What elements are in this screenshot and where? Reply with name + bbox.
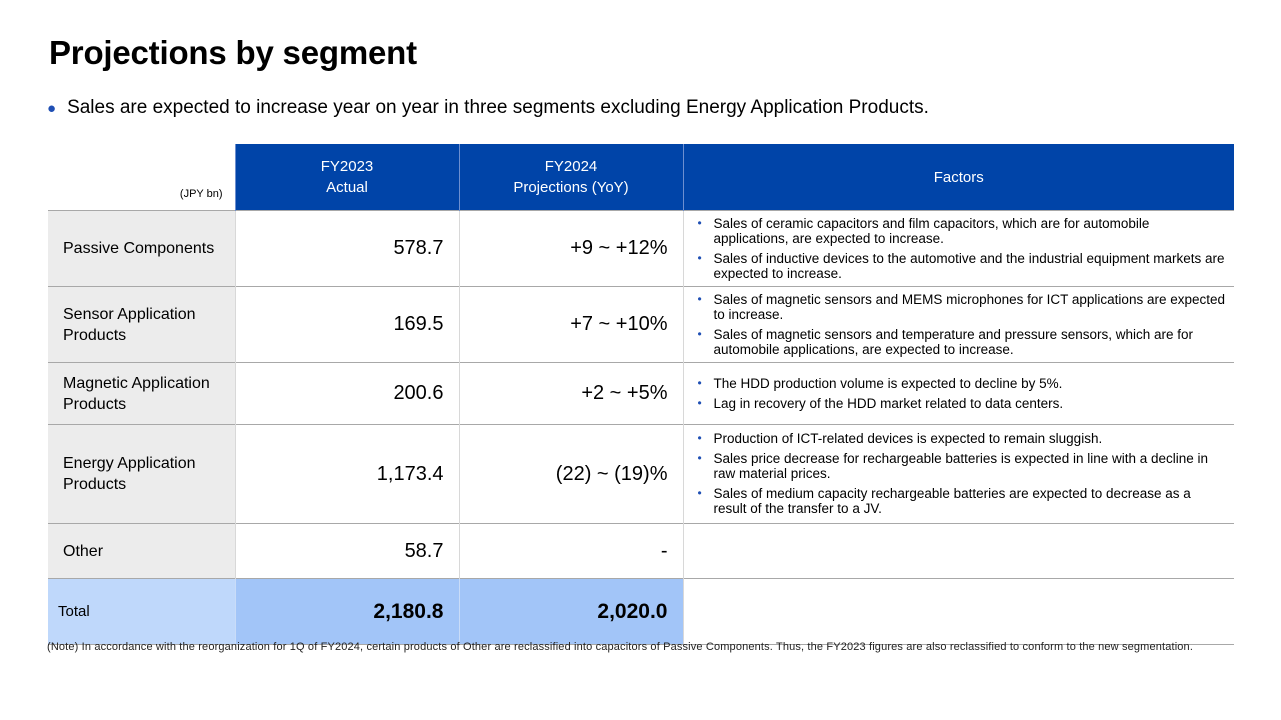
footnote: (Note) In accordance with the reorganization for 1Q of FY2024, certain products of Other are reclassified into capacitors of Passive Components. Thus, the FY2023 figures are also reclassified to conform to the new segmentation. [47,641,1194,653]
bullet-icon: • [697,326,702,341]
total-label: Total [48,579,235,645]
factor-item [698,216,1227,246]
factors-cell [683,524,1234,579]
bullet-icon: • [697,250,702,265]
page-title: Projections by segment [49,34,417,71]
fy2023-actual: 1,173.4 [235,425,459,524]
header-factors: Factors [683,144,1234,211]
total-projection: 2,020.0 [459,579,683,645]
factors-list [698,292,1227,357]
factor-item [698,327,1227,357]
factors-list [698,376,1227,411]
header-fy2023-year: FY2023 [320,158,374,175]
factor-item [698,292,1227,322]
table-row [48,287,1234,363]
fy2024-projection: +9 ~ +12% [459,211,683,287]
table-row [48,211,1234,287]
segment-name: Energy Application Products [48,425,235,524]
segment-name: Magnetic Application Products [48,363,235,425]
table-header-row [48,144,1234,211]
factor-text: Production of ICT-related devices is expected to remain sluggish. [713,431,1103,446]
factor-item [698,486,1227,516]
bullet-icon: • [697,375,702,390]
bullet-icon: • [697,451,702,465]
header-fy2024-year: FY2024 [544,158,598,175]
lead-bullet [47,97,929,119]
fy2023-actual: 578.7 [235,211,459,287]
factors-list [698,431,1227,516]
factor-text: Sales of magnetic sensors and temperature and pressure sensors, which are for automobile applications, are expected to increase. [713,326,1193,357]
factor-item [698,376,1227,391]
table-row [48,363,1234,425]
factor-item [698,251,1227,281]
segment-name: Other [48,524,235,579]
factor-item [698,431,1227,446]
bullet-icon: • [697,486,702,500]
factors-cell [683,211,1234,287]
segment-name: Passive Components [48,211,235,287]
factor-text: The HDD production volume is expected to decline by 5%. [713,375,1063,391]
header-fy2023-sub: Actual [326,179,368,196]
bullet-icon: • [697,395,702,410]
segment-name: Sensor Application Products [48,287,235,363]
bullet-icon: ● [47,99,57,117]
factors-cell [683,363,1234,425]
segment-table [48,144,1234,645]
bullet-icon: • [697,431,702,445]
table-row [48,524,1234,579]
header-fy2023 [235,144,459,211]
fy2024-projection: +2 ~ +5% [459,363,683,425]
total-row [48,579,1234,645]
total-actual: 2,180.8 [235,579,459,645]
factor-item [698,451,1227,481]
factor-text: Sales of medium capacity rechargeable batteries are expected to decrease as a result of the transfer to a JV. [713,486,1191,516]
lead-text: Sales are expected to increase year on year in three segments excluding Energy Application Products. [67,97,929,118]
factor-text: Sales of magnetic sensors and MEMS microphones for ICT applications are expected to increase. [713,291,1226,322]
bullet-icon: • [697,291,702,306]
factor-text: Sales price decrease for rechargeable batteries is expected in line with a decline in raw material prices. [713,451,1209,481]
factors-cell [683,287,1234,363]
total-factors [683,579,1234,645]
factor-item [698,396,1227,411]
header-fy2024 [459,144,683,211]
fy2024-projection: - [459,524,683,579]
fy2024-projection: +7 ~ +10% [459,287,683,363]
fy2024-projection: (22) ~ (19)% [459,425,683,524]
factor-text: Lag in recovery of the HDD market related to data centers. [713,395,1064,411]
fy2023-actual: 58.7 [235,524,459,579]
fy2023-actual: 169.5 [235,287,459,363]
fy2023-actual: 200.6 [235,363,459,425]
factor-text: Sales of inductive devices to the automotive and the industrial equipment markets are expected to increase. [713,250,1225,281]
table-row [48,425,1234,524]
unit-label: (JPY bn) [48,144,235,211]
factors-list [698,216,1227,281]
factors-cell [683,425,1234,524]
bullet-icon: • [697,215,702,230]
factor-text: Sales of ceramic capacitors and film capacitors, which are for automobile applications, are expected to increase. [713,215,1150,246]
header-fy2024-sub: Projections (YoY) [513,179,629,196]
